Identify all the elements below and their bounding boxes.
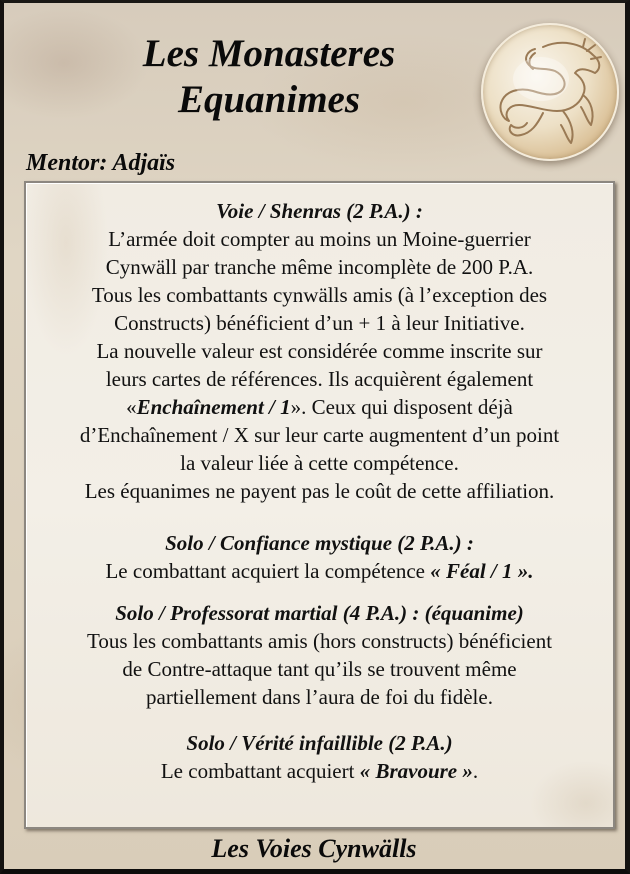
dragon-emblem-icon: [481, 23, 619, 161]
rule-line: la valeur liée à cette compétence.: [180, 451, 459, 475]
rule-line: Tous les combattants cynwälls amis (à l’exception des: [91, 283, 548, 307]
section-confiance-mystique: [26, 529, 613, 585]
section-professorat-martial: [26, 599, 613, 711]
skill-name: Enchaînement / 1: [136, 395, 291, 419]
rule-text: . Ceux qui disposent déjà: [301, 395, 513, 419]
rule-line: Les équanimes ne payent pas le coût de cette affiliation.: [84, 479, 555, 503]
rule-line: [26, 393, 613, 421]
rule-line: Tous les combattants amis (hors constructs) bénéficient: [86, 629, 553, 653]
rule-line: d’Enchaînement / X sur leur carte augmentent d’un point: [79, 423, 560, 447]
rule-line: partiellement dans l’aura de foi du fidèle.: [146, 685, 493, 709]
section-title: Solo / Vérité infaillible (2 P.A.): [186, 731, 453, 755]
rule-line: L’armée doit compter au moins un Moine-guerrier: [108, 227, 531, 251]
section-verite-infaillible: [26, 729, 613, 785]
mentor-label: Mentor: Adjaïs: [26, 150, 176, 176]
section-voie-shenras: [26, 197, 613, 505]
card-footer: Les Voies Cynwälls: [211, 834, 417, 863]
skill-name: « Bravoure »: [359, 759, 473, 783]
card-title: [94, 31, 444, 123]
rule-line: de Contre-attaque tant qu’ils se trouvent même: [122, 657, 517, 681]
rule-text: Le combattant acquiert la compétence: [105, 559, 431, 583]
card-title-line-2: Equanimes: [177, 78, 361, 121]
rule-line: leurs cartes de références. Ils acquièrent également: [105, 367, 534, 391]
card-title-line-1: Les Monasteres: [142, 32, 396, 75]
skill-name: « Féal / 1 ».: [430, 559, 534, 583]
rule-line: [26, 557, 613, 585]
rule-line: Cynwäll par tranche même incomplète de 200 P.A.: [105, 255, 534, 279]
section-title: Solo / Professorat martial (4 P.A.) : (équanime): [115, 601, 524, 625]
rule-line: [26, 757, 613, 785]
quote-close: »: [290, 395, 302, 419]
section-title: Voie / Shenras (2 P.A.) :: [216, 199, 423, 223]
rule-line: Constructs) bénéficient d’un + 1 à leur Initiative.: [114, 311, 525, 335]
rule-line: La nouvelle valeur est considérée comme inscrite sur: [96, 339, 543, 363]
quote-open: «: [126, 395, 137, 419]
rules-panel: [24, 181, 615, 829]
rule-text: Le combattant acquiert: [160, 759, 360, 783]
rule-text: .: [472, 759, 479, 783]
section-title: Solo / Confiance mystique (2 P.A.) :: [165, 531, 474, 555]
